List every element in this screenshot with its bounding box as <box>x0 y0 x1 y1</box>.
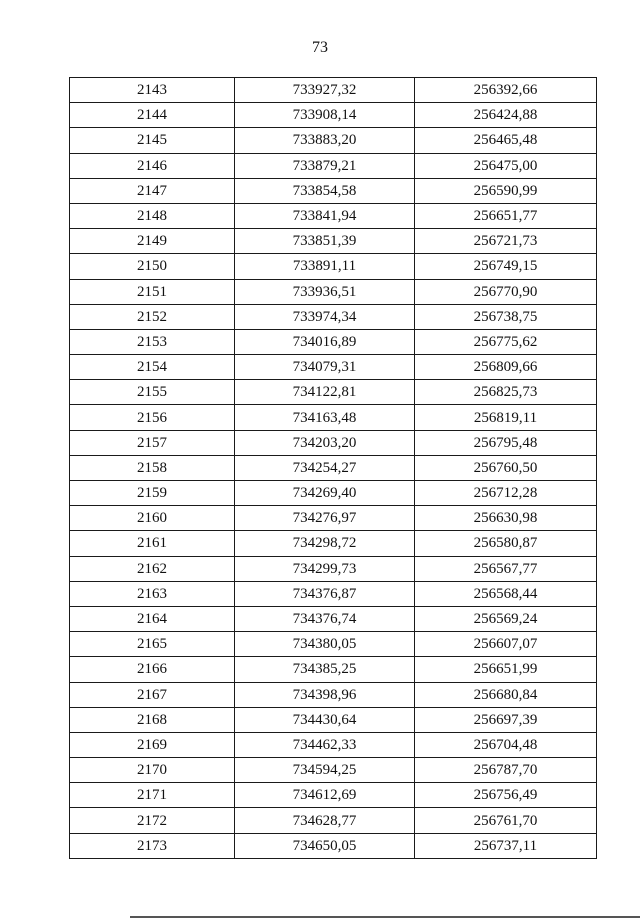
table-row <box>70 355 597 380</box>
x-coordinate-cell: 734203,20 <box>235 430 415 455</box>
table-row <box>70 732 597 757</box>
table-row <box>70 279 597 304</box>
table-row <box>70 455 597 480</box>
y-coordinate-cell: 256475,00 <box>415 153 597 178</box>
page-number: 73 <box>312 39 328 56</box>
point-number-cell: 2156 <box>70 405 235 430</box>
x-coordinate-cell: 734612,69 <box>235 783 415 808</box>
y-coordinate-cell: 256651,99 <box>415 657 597 682</box>
x-coordinate-cell: 733974,34 <box>235 304 415 329</box>
point-number-cell: 2162 <box>70 556 235 581</box>
point-number-cell: 2148 <box>70 203 235 228</box>
table-row <box>70 657 597 682</box>
y-coordinate-cell: 256737,11 <box>415 833 597 858</box>
table-row <box>70 556 597 581</box>
x-coordinate-cell: 734462,33 <box>235 732 415 757</box>
x-coordinate-cell: 733883,20 <box>235 128 415 153</box>
x-coordinate-cell: 734079,31 <box>235 355 415 380</box>
y-coordinate-cell: 256787,70 <box>415 758 597 783</box>
x-coordinate-cell: 734650,05 <box>235 833 415 858</box>
point-number-cell: 2152 <box>70 304 235 329</box>
coordinates-table <box>69 77 597 859</box>
x-coordinate-cell: 734016,89 <box>235 329 415 354</box>
point-number-cell: 2157 <box>70 430 235 455</box>
y-coordinate-cell: 256738,75 <box>415 304 597 329</box>
page-bottom-edge <box>130 916 640 918</box>
point-number-cell: 2150 <box>70 254 235 279</box>
point-number-cell: 2147 <box>70 178 235 203</box>
table-row <box>70 481 597 506</box>
point-number-cell: 2155 <box>70 380 235 405</box>
y-coordinate-cell: 256795,48 <box>415 430 597 455</box>
y-coordinate-cell: 256580,87 <box>415 531 597 556</box>
y-coordinate-cell: 256775,62 <box>415 329 597 354</box>
table-row <box>70 380 597 405</box>
point-number-cell: 2173 <box>70 833 235 858</box>
y-coordinate-cell: 256465,48 <box>415 128 597 153</box>
table-row <box>70 178 597 203</box>
x-coordinate-cell: 734163,48 <box>235 405 415 430</box>
x-coordinate-cell: 733908,14 <box>235 103 415 128</box>
y-coordinate-cell: 256760,50 <box>415 455 597 480</box>
point-number-cell: 2154 <box>70 355 235 380</box>
y-coordinate-cell: 256424,88 <box>415 103 597 128</box>
y-coordinate-cell: 256680,84 <box>415 682 597 707</box>
table-row <box>70 203 597 228</box>
point-number-cell: 2145 <box>70 128 235 153</box>
x-coordinate-cell: 734398,96 <box>235 682 415 707</box>
table-row <box>70 78 597 103</box>
x-coordinate-cell: 734385,25 <box>235 657 415 682</box>
point-number-cell: 2160 <box>70 506 235 531</box>
x-coordinate-cell: 734380,05 <box>235 632 415 657</box>
table-row <box>70 254 597 279</box>
y-coordinate-cell: 256712,28 <box>415 481 597 506</box>
table-row <box>70 128 597 153</box>
table-row <box>70 581 597 606</box>
point-number-cell: 2153 <box>70 329 235 354</box>
point-number-cell: 2171 <box>70 783 235 808</box>
table-row <box>70 808 597 833</box>
y-coordinate-cell: 256770,90 <box>415 279 597 304</box>
point-number-cell: 2170 <box>70 758 235 783</box>
table-row <box>70 153 597 178</box>
y-coordinate-cell: 256607,07 <box>415 632 597 657</box>
x-coordinate-cell: 734298,72 <box>235 531 415 556</box>
y-coordinate-cell: 256749,15 <box>415 254 597 279</box>
table-row <box>70 329 597 354</box>
table-row <box>70 506 597 531</box>
x-coordinate-cell: 734628,77 <box>235 808 415 833</box>
x-coordinate-cell: 734276,97 <box>235 506 415 531</box>
point-number-cell: 2161 <box>70 531 235 556</box>
y-coordinate-cell: 256819,11 <box>415 405 597 430</box>
y-coordinate-cell: 256569,24 <box>415 606 597 631</box>
point-number-cell: 2144 <box>70 103 235 128</box>
table-row <box>70 229 597 254</box>
y-coordinate-cell: 256761,70 <box>415 808 597 833</box>
point-number-cell: 2159 <box>70 481 235 506</box>
x-coordinate-cell: 733936,51 <box>235 279 415 304</box>
x-coordinate-cell: 734254,27 <box>235 455 415 480</box>
table-row <box>70 606 597 631</box>
y-coordinate-cell: 256630,98 <box>415 506 597 531</box>
table-row <box>70 783 597 808</box>
y-coordinate-cell: 256721,73 <box>415 229 597 254</box>
x-coordinate-cell: 734122,81 <box>235 380 415 405</box>
point-number-cell: 2158 <box>70 455 235 480</box>
y-coordinate-cell: 256567,77 <box>415 556 597 581</box>
x-coordinate-cell: 733841,94 <box>235 203 415 228</box>
table-row <box>70 304 597 329</box>
x-coordinate-cell: 733854,58 <box>235 178 415 203</box>
table-row <box>70 103 597 128</box>
point-number-cell: 2169 <box>70 732 235 757</box>
point-number-cell: 2149 <box>70 229 235 254</box>
point-number-cell: 2146 <box>70 153 235 178</box>
y-coordinate-cell: 256756,49 <box>415 783 597 808</box>
point-number-cell: 2168 <box>70 707 235 732</box>
table-row <box>70 758 597 783</box>
table-row <box>70 531 597 556</box>
x-coordinate-cell: 734269,40 <box>235 481 415 506</box>
point-number-cell: 2165 <box>70 632 235 657</box>
x-coordinate-cell: 734594,25 <box>235 758 415 783</box>
coordinates-table-body <box>70 78 597 859</box>
x-coordinate-cell: 733891,11 <box>235 254 415 279</box>
y-coordinate-cell: 256704,48 <box>415 732 597 757</box>
y-coordinate-cell: 256809,66 <box>415 355 597 380</box>
table-row <box>70 405 597 430</box>
table-row <box>70 430 597 455</box>
x-coordinate-cell: 734376,87 <box>235 581 415 606</box>
y-coordinate-cell: 256825,73 <box>415 380 597 405</box>
point-number-cell: 2167 <box>70 682 235 707</box>
x-coordinate-cell: 734376,74 <box>235 606 415 631</box>
x-coordinate-cell: 734299,73 <box>235 556 415 581</box>
point-number-cell: 2143 <box>70 78 235 103</box>
x-coordinate-cell: 733879,21 <box>235 153 415 178</box>
table-row <box>70 682 597 707</box>
table-row <box>70 632 597 657</box>
x-coordinate-cell: 733927,32 <box>235 78 415 103</box>
y-coordinate-cell: 256392,66 <box>415 78 597 103</box>
point-number-cell: 2163 <box>70 581 235 606</box>
point-number-cell: 2166 <box>70 657 235 682</box>
y-coordinate-cell: 256651,77 <box>415 203 597 228</box>
point-number-cell: 2172 <box>70 808 235 833</box>
x-coordinate-cell: 733851,39 <box>235 229 415 254</box>
table-row <box>70 833 597 858</box>
table-row <box>70 707 597 732</box>
x-coordinate-cell: 734430,64 <box>235 707 415 732</box>
y-coordinate-cell: 256590,99 <box>415 178 597 203</box>
y-coordinate-cell: 256568,44 <box>415 581 597 606</box>
y-coordinate-cell: 256697,39 <box>415 707 597 732</box>
point-number-cell: 2164 <box>70 606 235 631</box>
point-number-cell: 2151 <box>70 279 235 304</box>
